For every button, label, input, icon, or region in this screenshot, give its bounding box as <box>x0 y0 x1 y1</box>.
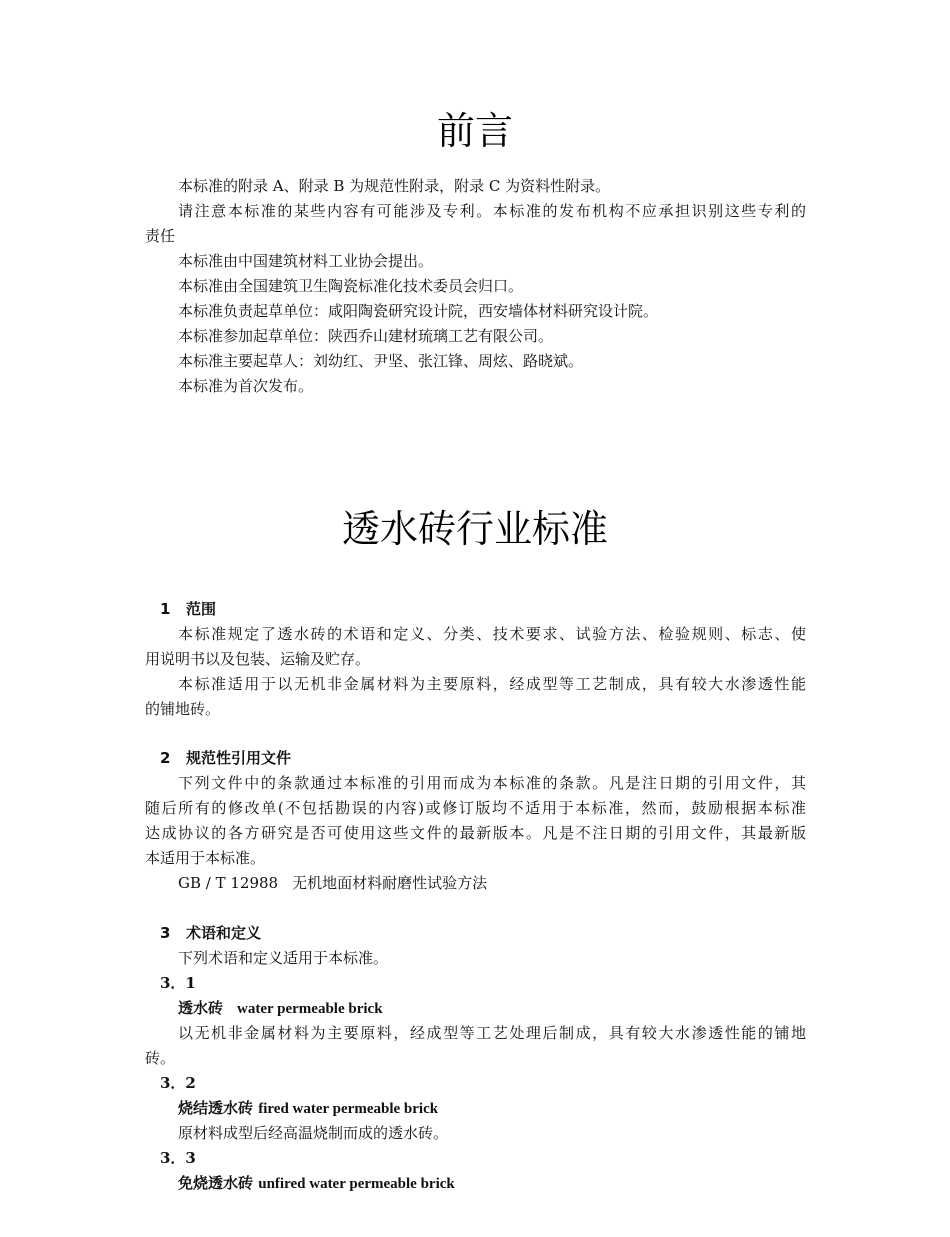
section-text-line: 用说明书以及包装、运输及贮存。 <box>145 650 371 668</box>
foreword-paragraph: 本标准负责起草单位：咸阳陶瓷研究设计院，西安墙体材料研究设计院。 <box>178 302 659 320</box>
section-intro: 下列术语和定义适用于本标准。 <box>178 949 389 967</box>
term-title <box>178 1173 455 1194</box>
reference-title: 无机地面材料耐磨性试验方法 <box>292 874 488 892</box>
term-definition-line: 以无机非金属材料为主要原料，经成型等工艺处理后制成，具有较大水渗透性能的铺地 <box>178 1024 806 1042</box>
term-definition-line: 砖。 <box>145 1049 176 1067</box>
term-number: 3．1 <box>160 974 196 992</box>
section-text-line: 下列文件中的条款通过本标准的引用而成为本标准的条款。凡是注日期的引用文件，其 <box>178 774 806 792</box>
section-text-line: 的铺地砖。 <box>145 700 221 718</box>
foreword-paragraph: 本标准由全国建筑卫生陶瓷标准化技术委员会归口。 <box>178 277 524 295</box>
term-definition-line: 原材料成型后经高温烧制而成的透水砖。 <box>178 1124 449 1142</box>
term-zh: 免烧透水砖 <box>178 1174 254 1192</box>
section-heading-terms <box>160 923 261 943</box>
foreword-paragraph: 本标准由中国建筑材料工业协会提出。 <box>178 252 434 270</box>
foreword-paragraph: 本标准的附录 A、附录 B 为规范性附录，附录 C 为资料性附录。 <box>178 177 611 195</box>
section-heading-text: 规范性引用文件 <box>186 749 292 767</box>
section-heading-scope <box>160 599 216 619</box>
standard-title: 透水砖行业标准 <box>341 507 608 551</box>
term-number: 3．3 <box>160 1149 196 1167</box>
reference-code: GB / T 12988 <box>178 874 279 892</box>
term-title <box>178 998 383 1019</box>
section-text-line: 随后所有的修改单(不包括勘误的内容)或修订版均不适用于本标准，然而，鼓励根据本标准 <box>145 799 806 817</box>
reference-entry <box>178 873 487 893</box>
term-en: water permeable brick <box>237 1001 383 1017</box>
section-text-line: 本适用于本标准。 <box>145 849 266 867</box>
section-text-line: 达成协议的各方研究是否可使用这些文件的最新版本。凡是不注日期的引用文件，其最新版 <box>145 824 806 842</box>
foreword-paragraph: 本标准为首次发布。 <box>178 377 314 395</box>
term-title <box>178 1098 438 1119</box>
section-number: 1 <box>160 600 171 618</box>
foreword-paragraph: 本标准主要起草人：刘幼红、尹坚、张江锋、周炫、路晓斌。 <box>178 352 584 370</box>
section-number: 2 <box>160 749 171 767</box>
foreword-paragraph: 本标准参加起草单位：陕西乔山建材琉璃工艺有限公司。 <box>178 327 554 345</box>
term-zh: 烧结透水砖 <box>178 1099 254 1117</box>
term-en: fired water permeable brick <box>258 1101 439 1117</box>
foreword-paragraph: 责任 <box>145 227 176 245</box>
section-heading-text: 范围 <box>186 600 217 618</box>
foreword-title: 前言 <box>436 109 513 153</box>
section-heading-normative-references <box>160 748 291 768</box>
section-heading-text: 术语和定义 <box>186 924 262 942</box>
section-number: 3 <box>160 924 171 942</box>
foreword-paragraph: 请注意本标准的某些内容有可能涉及专利。本标准的发布机构不应承担识别这些专利的 <box>178 202 806 220</box>
term-en: unfired water permeable brick <box>258 1176 455 1192</box>
section-text-line: 本标准适用于以无机非金属材料为主要原料，经成型等工艺制成，具有较大水渗透性能 <box>178 675 806 693</box>
section-text-line: 本标准规定了透水砖的术语和定义、分类、技术要求、试验方法、检验规则、标志、使 <box>178 625 806 643</box>
term-number: 3．2 <box>160 1074 196 1092</box>
term-zh: 透水砖 <box>178 999 224 1017</box>
